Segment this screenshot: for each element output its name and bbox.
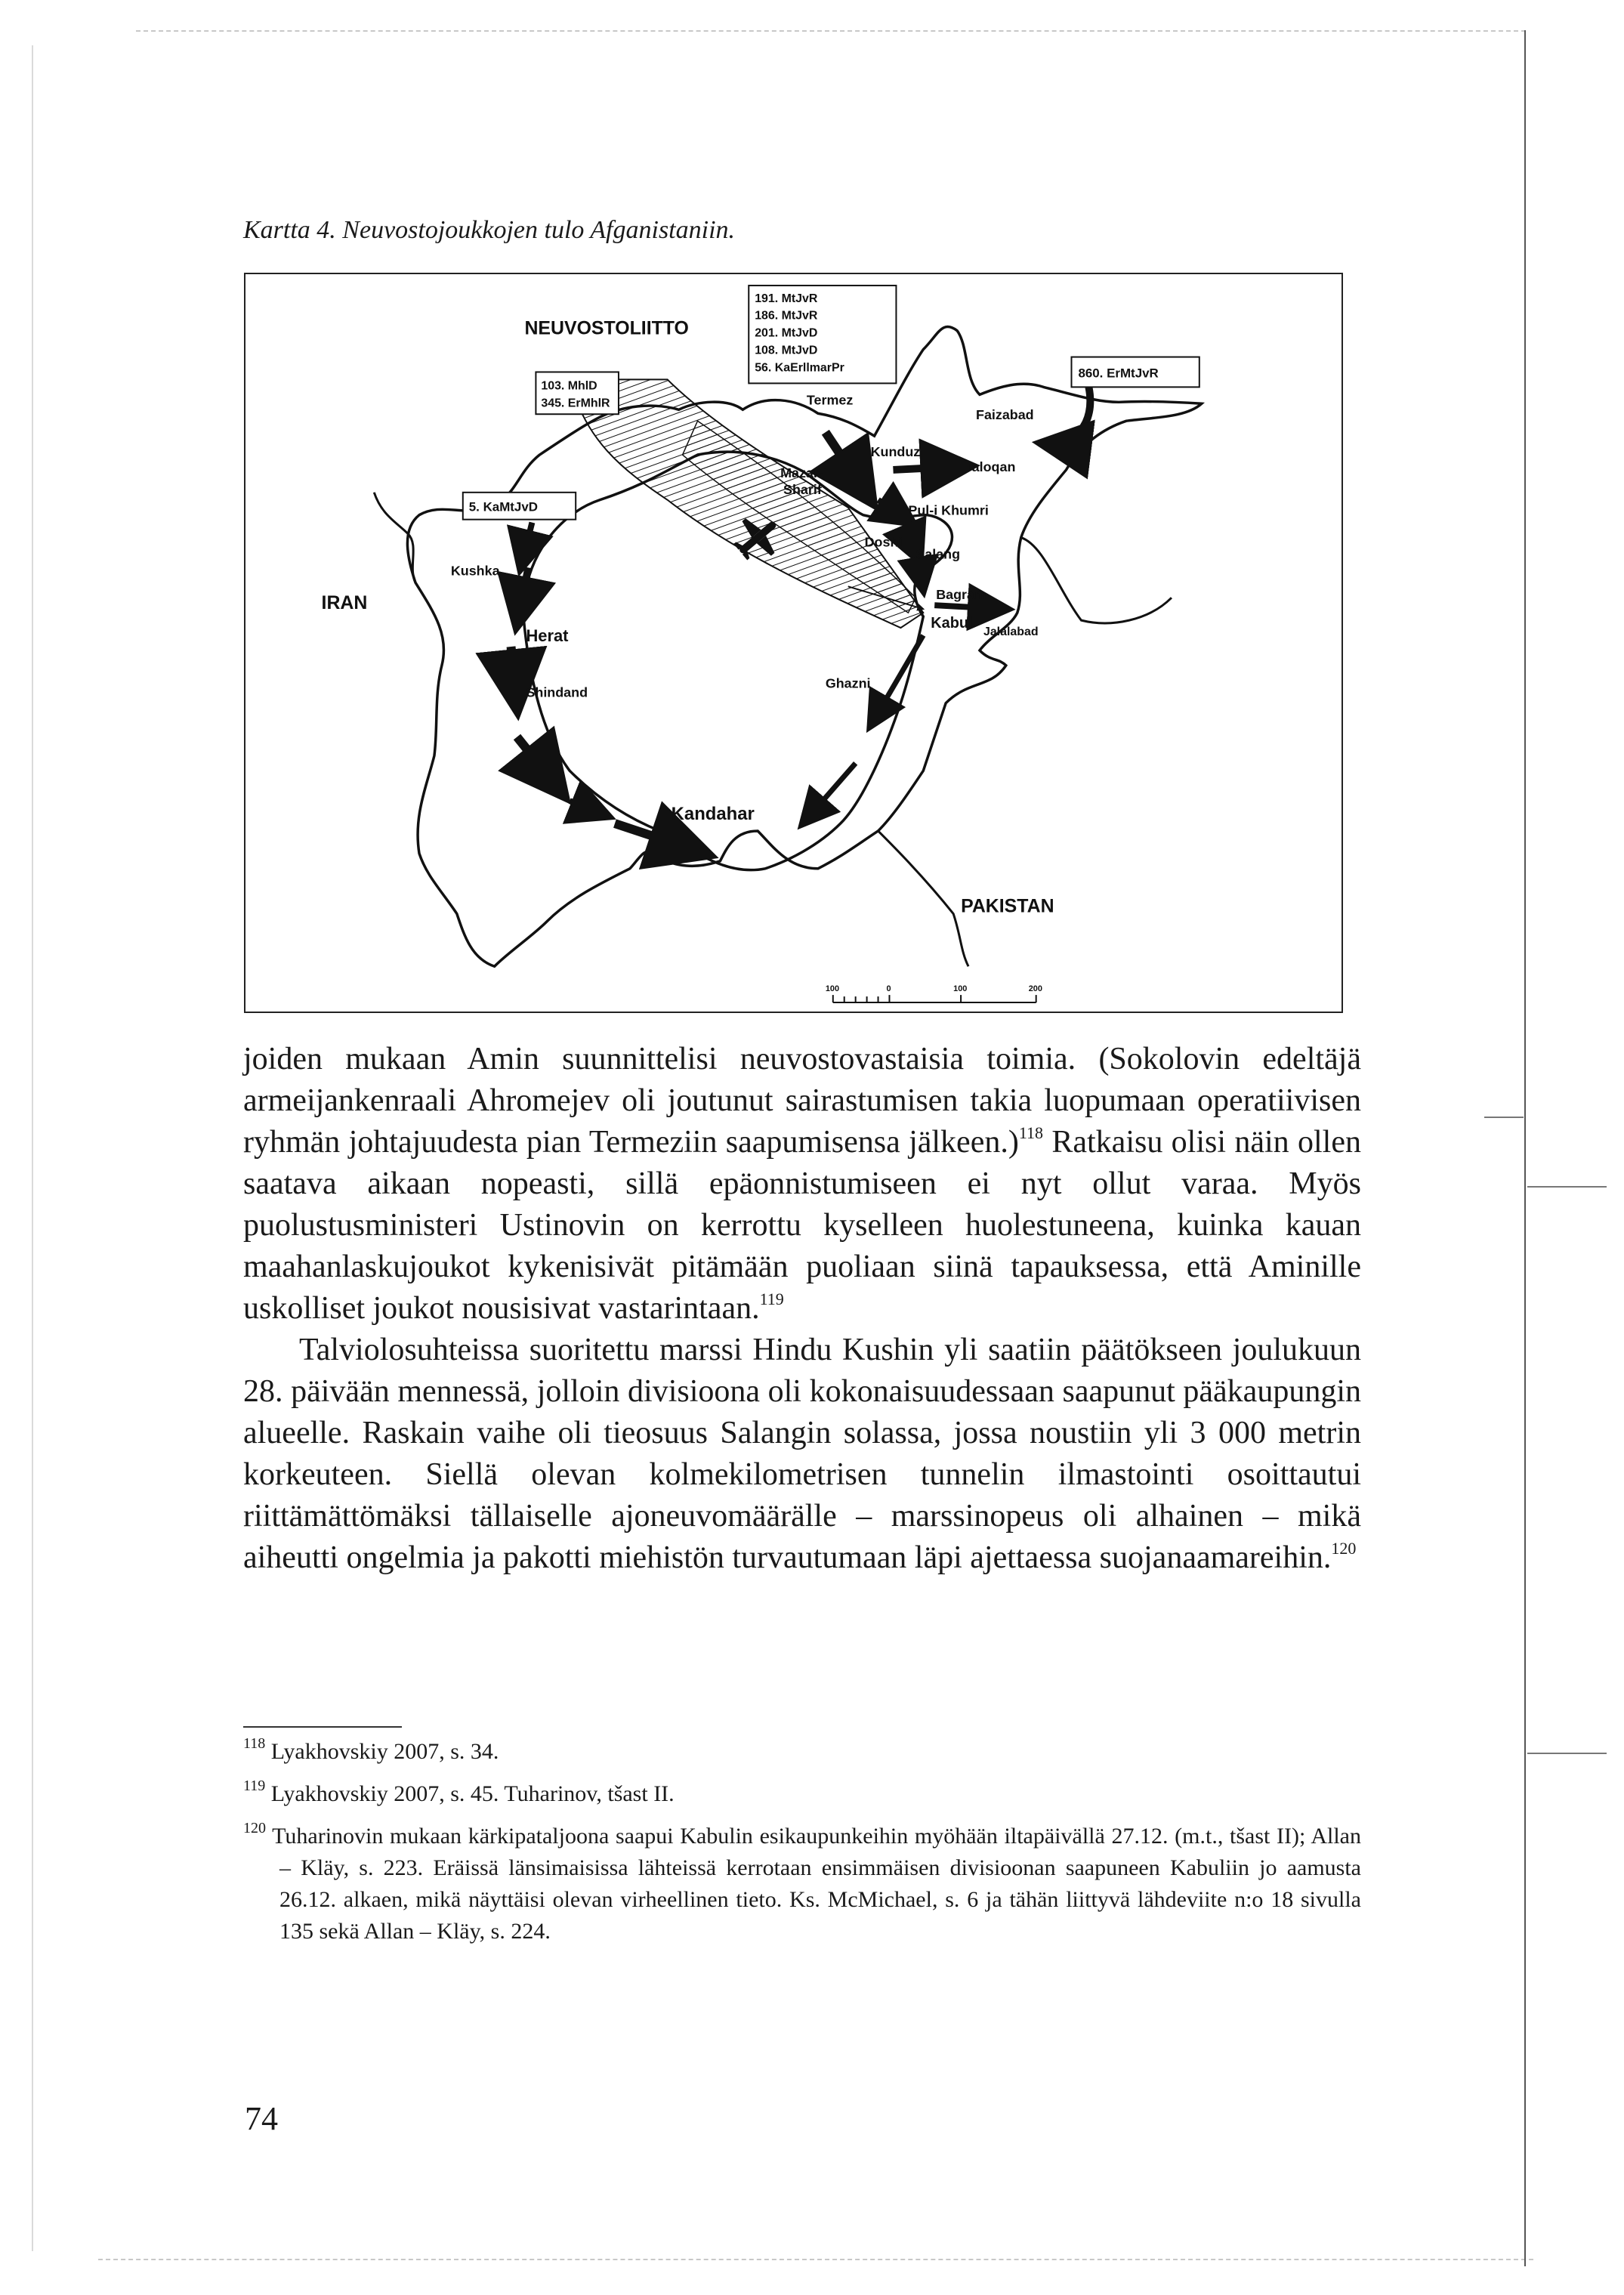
iran-border	[374, 493, 415, 583]
scale-bar	[826, 984, 1042, 1002]
paragraph	[243, 1330, 1361, 1579]
margin-mark	[1484, 1117, 1524, 1118]
unit-label: 201. MtJvD	[755, 326, 818, 340]
afghanistan-map	[245, 274, 1341, 1012]
paragraph-text: Ratkaisu olisi näin ollen saatava aikaan nopeasti, sillä epäonnistumiseen ei nyt ollut varaa. Myös puolustusministeri Ustinovin on kerrottu kyselleen huolestuneena, kuinka kauan maahanlaskujoukot kykenisivät pitämään puoliaan siinä tapauksessa, että Aminille uskolliset joukot nousisivat vastarintaan.	[243, 1125, 1361, 1326]
place-label: Termez	[806, 392, 854, 408]
margin-mark	[1527, 1186, 1607, 1188]
scale-label: 100	[825, 984, 840, 994]
scan-bottom-edge	[98, 2259, 1533, 2260]
footnote-text: Tuharinovin mukaan kärkipataljoona saapui Kabulin esikaupunkeihin myöhään iltapäivällä 27.12. (m.t., tšast II); Allan – Kläy, s. 223. Eräissä länsimaisissa lähteissä kerrotaan ensimmäisen divisioonan saapuneen Kabuliin jo aamusta 26.12. alkaen, mikä näyttäisi olevan virheellinen tieto. Ks. McMichael, s. 6 ja tähän liittyvä lähdeviite n:o 18 sivulla 135 sekä Allan – Kläy, s. 224.	[272, 1824, 1361, 1944]
unit-label: 860. ErMtJvR	[1078, 366, 1159, 381]
unit-label: 108. MtJvD	[755, 344, 818, 357]
arrow-bagram	[934, 605, 1006, 609]
footnote-ref: 120	[1331, 1539, 1357, 1558]
scale-label: 200	[1028, 984, 1042, 994]
footnote-text: Lyakhovskiy 2007, s. 45. Tuharinov, tšast II.	[270, 1781, 675, 1806]
paragraph	[243, 1039, 1361, 1330]
place-label: Mazar-i	[780, 465, 827, 480]
unit-label: 56. KaErllmarPr	[755, 361, 844, 375]
place-label: Doshi	[864, 534, 903, 550]
unit-label: 186. MtJvR	[755, 309, 818, 323]
place-label: Herat	[526, 626, 569, 646]
place-label: Kabul	[931, 615, 973, 632]
place-label: Jalalabad	[983, 625, 1039, 639]
arrow-kandahar-east	[615, 823, 705, 854]
place-label: Shindand	[526, 684, 588, 700]
place-label: Faizabad	[976, 407, 1034, 423]
pakistan-border	[878, 831, 969, 966]
unit-label: 103. MhlD	[541, 379, 597, 393]
map-caption: Kartta 4. Neuvostojoukkojen tulo Afganistaniin.	[243, 216, 736, 244]
place-label: Kunduz	[870, 444, 921, 460]
unit-label: 5. KaMtJvD	[468, 499, 538, 514]
scale-label: 0	[886, 984, 891, 994]
place-label: Kushka	[450, 563, 500, 579]
arrow-to-kandahar	[570, 801, 607, 816]
footnotes	[243, 1736, 1361, 1958]
place-label: Sharif	[783, 481, 822, 497]
place-label: Ghazni	[825, 675, 871, 691]
scan-top-edge	[136, 30, 1526, 32]
place-label: Bagram	[936, 587, 986, 603]
paragraph-text: Talviolosuhteissa suoritettu marssi Hindu Kushin yli saatiin päätökseen joulukuun 28. päivään mennessä, jolloin divisioona oli kokonaisuudessaan saapunut pääkaupungin alueelle. Raskain vaihe oli tieosuus Salangin solassa, jossa noustiin yli 3 000 metrin korkeuteen. Siellä olevan kolmekilometrisen tunnelin ilmastointi osoittautui riittämättömäksi tällaiselle ajoneuvomäärälle – marssinopeus oli alhainen – mikä aiheutti ongelmia ja pakotti miehistön turvautumaan läpi ajettaessa suojanaamareihin.	[243, 1333, 1361, 1575]
country-label: NEUVOSTOLIITTO	[524, 317, 689, 339]
footnote-number: 120	[243, 1820, 266, 1836]
unit-label: 345. ErMhlR	[541, 397, 610, 410]
place-label: Salang	[915, 546, 961, 562]
country-label: PAKISTAN	[961, 895, 1054, 917]
footnote-separator	[243, 1726, 402, 1728]
footnote-text: Lyakhovskiy 2007, s. 34.	[270, 1739, 499, 1764]
arrow-faizabad	[1044, 387, 1091, 443]
pakistan-border-2	[1021, 538, 1172, 623]
page-number: 74	[245, 2100, 278, 2137]
arrow-termez-kunduz	[826, 432, 871, 500]
map-figure	[244, 273, 1343, 1013]
arrow-kamtjvd	[520, 523, 532, 568]
footnote-number: 118	[243, 1735, 266, 1752]
footnote	[243, 1778, 1361, 1810]
unit-label: 191. MtJvR	[755, 292, 818, 305]
arrow-salang-bagram	[919, 567, 923, 590]
footnote-ref: 118	[1018, 1123, 1044, 1142]
place-label: Kandahar	[671, 804, 755, 825]
place-label: Taloqan	[965, 459, 1016, 474]
scan-right-edge	[1524, 30, 1526, 2266]
scale-label: 100	[953, 984, 968, 994]
scan-left-edge	[32, 45, 33, 2251]
body-text	[243, 1039, 1361, 1579]
arrow-herat-shindand	[511, 647, 517, 707]
place-label: Pul-i Khumri	[908, 502, 989, 518]
paragraph-text: joiden mukaan Amin suunnittelisi neuvostovastaisia toimia. (Sokolovin edeltäjä armeijankenraali Ahromejev oli joutunut sairastumisen takia luopumaan operatiivisen ryhmän johtajuudesta pian Termeziin saapumisensa jälkeen.)	[243, 1042, 1361, 1160]
footnote-ref: 119	[759, 1290, 784, 1308]
arrow-kunduz-taloqan	[893, 466, 968, 470]
footnote	[243, 1821, 1361, 1948]
margin-mark	[1527, 1753, 1607, 1754]
footnote	[243, 1736, 1361, 1768]
country-label: IRAN	[321, 592, 368, 614]
footnote-number: 119	[243, 1778, 266, 1794]
